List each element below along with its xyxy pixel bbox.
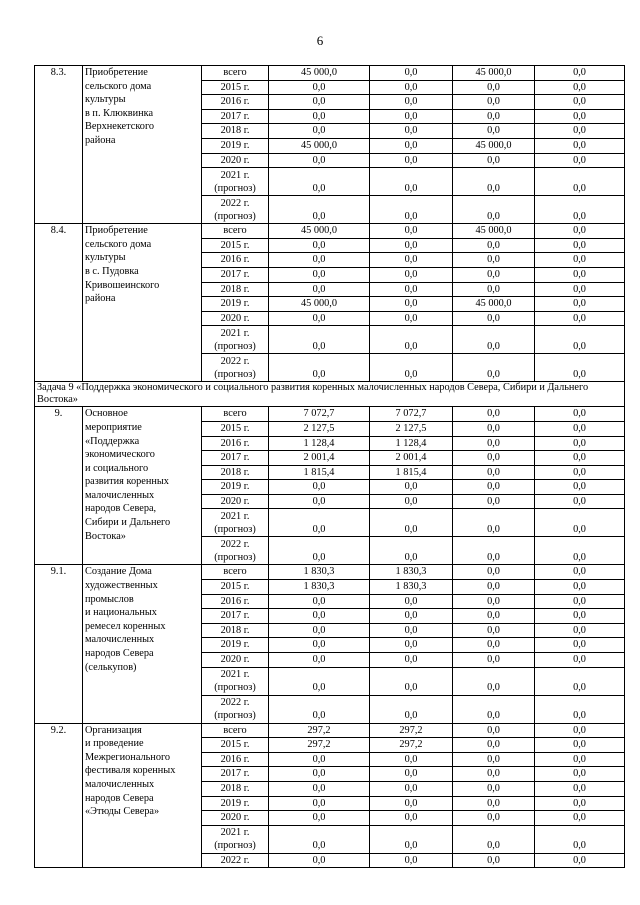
- value-cell: 2 127,5: [370, 421, 453, 436]
- item-name-line: «Этюды Севера»: [85, 806, 160, 818]
- table-row: [35, 565, 625, 580]
- year-cell: 2016 г.: [202, 95, 269, 110]
- year-cell: 2022 г.: [202, 853, 269, 868]
- value-cell: 297,2: [269, 738, 370, 753]
- value-cell: 0,0: [370, 238, 453, 253]
- value-cell: 0,0: [535, 480, 625, 495]
- page-number: 6: [316, 33, 324, 48]
- value-cell: 0,0: [370, 796, 453, 811]
- value-cell: 0,0: [269, 109, 370, 124]
- year-cell: [202, 825, 269, 853]
- item-name-line: мероприятие: [85, 421, 142, 433]
- value-cell: 0,0: [370, 695, 453, 723]
- value-cell: 0,0: [535, 436, 625, 451]
- forecast-label: (прогноз): [214, 710, 256, 722]
- year-cell: [202, 509, 269, 537]
- year-cell: [202, 196, 269, 224]
- year-label: 2022 г.: [220, 197, 250, 209]
- year-cell: всего: [202, 224, 269, 239]
- year-cell: 2020 г.: [202, 153, 269, 168]
- item-name: [83, 407, 202, 565]
- budget-table: [34, 65, 625, 868]
- value-cell: 0,0: [370, 282, 453, 297]
- value-cell: 0,0: [535, 253, 625, 268]
- value-cell: 45 000,0: [269, 224, 370, 239]
- value-cell: 0,0: [535, 124, 625, 139]
- value-cell: 0,0: [453, 811, 535, 826]
- year-label: 2021 г.: [220, 327, 250, 339]
- value-cell: 0,0: [535, 421, 625, 436]
- value-cell: 0,0: [269, 509, 370, 537]
- value-cell: 7 072,7: [269, 407, 370, 422]
- value-cell: 0,0: [370, 80, 453, 95]
- value-cell: 0,0: [269, 796, 370, 811]
- value-cell: 0,0: [453, 407, 535, 422]
- value-cell: 0,0: [453, 653, 535, 668]
- value-cell: 0,0: [453, 537, 535, 565]
- value-cell: 0,0: [370, 267, 453, 282]
- year-cell: 2016 г.: [202, 594, 269, 609]
- item-number: 9.: [35, 407, 83, 565]
- value-cell: 0,0: [370, 138, 453, 153]
- value-cell: 0,0: [370, 609, 453, 624]
- year-cell: всего: [202, 723, 269, 738]
- item-name-line: Организация: [85, 724, 142, 736]
- value-cell: 0,0: [269, 767, 370, 782]
- year-cell: всего: [202, 66, 269, 81]
- value-cell: 45 000,0: [269, 297, 370, 312]
- value-cell: 0,0: [269, 311, 370, 326]
- value-cell: 1 830,3: [370, 565, 453, 580]
- year-cell: 2020 г.: [202, 494, 269, 509]
- item-name: [83, 224, 202, 382]
- year-cell: 2015 г.: [202, 738, 269, 753]
- year-cell: 2015 г.: [202, 238, 269, 253]
- item-name-line: сельского дома: [85, 238, 152, 250]
- value-cell: 0,0: [453, 354, 535, 382]
- item-name-line: сельского дома: [85, 80, 152, 92]
- value-cell: 0,0: [453, 853, 535, 868]
- value-cell: 45 000,0: [269, 66, 370, 81]
- value-cell: 0,0: [535, 752, 625, 767]
- value-cell: 0,0: [269, 124, 370, 139]
- item-name-line: (селькупов): [85, 661, 137, 673]
- value-cell: 0,0: [370, 509, 453, 537]
- year-cell: 2018 г.: [202, 623, 269, 638]
- value-cell: 0,0: [535, 407, 625, 422]
- value-cell: 0,0: [453, 796, 535, 811]
- item-name-line: экономического: [85, 449, 155, 461]
- year-label: 2022 г.: [220, 538, 250, 550]
- value-cell: 1 128,4: [269, 436, 370, 451]
- value-cell: 0,0: [535, 168, 625, 196]
- year-label: 2022 г.: [220, 697, 250, 709]
- year-cell: 2017 г.: [202, 109, 269, 124]
- value-cell: 0,0: [370, 196, 453, 224]
- value-cell: 0,0: [370, 782, 453, 797]
- item-name-line: в п. Клюквинка: [85, 107, 154, 119]
- value-cell: 0,0: [269, 695, 370, 723]
- value-cell: 0,0: [370, 653, 453, 668]
- value-cell: 0,0: [453, 168, 535, 196]
- year-cell: всего: [202, 565, 269, 580]
- item-name-line: Основное: [85, 408, 128, 420]
- year-cell: [202, 667, 269, 695]
- item-name-line: района: [85, 293, 116, 305]
- year-cell: 2018 г.: [202, 782, 269, 797]
- item-name-line: Сибири и Дальнего: [85, 517, 171, 529]
- year-cell: [202, 537, 269, 565]
- value-cell: 0,0: [370, 153, 453, 168]
- year-cell: 2017 г.: [202, 451, 269, 466]
- value-cell: 0,0: [269, 623, 370, 638]
- value-cell: 0,0: [453, 311, 535, 326]
- value-cell: 0,0: [269, 782, 370, 797]
- value-cell: 0,0: [453, 124, 535, 139]
- value-cell: 0,0: [269, 326, 370, 354]
- year-cell: [202, 168, 269, 196]
- value-cell: 0,0: [535, 580, 625, 595]
- item-name-line: народов Севера,: [85, 503, 157, 515]
- year-cell: 2019 г.: [202, 480, 269, 495]
- value-cell: 0,0: [370, 297, 453, 312]
- value-cell: 0,0: [535, 796, 625, 811]
- item-name-line: народов Севера: [85, 792, 154, 804]
- year-cell: 2015 г.: [202, 580, 269, 595]
- item-name-line: Приобретение: [85, 225, 148, 237]
- table-row: [35, 224, 625, 239]
- value-cell: 0,0: [453, 695, 535, 723]
- value-cell: 0,0: [453, 153, 535, 168]
- value-cell: 0,0: [269, 95, 370, 110]
- value-cell: 0,0: [370, 752, 453, 767]
- value-cell: 0,0: [269, 811, 370, 826]
- value-cell: 0,0: [535, 695, 625, 723]
- value-cell: 0,0: [453, 196, 535, 224]
- value-cell: 0,0: [535, 738, 625, 753]
- year-cell: 2018 г.: [202, 124, 269, 139]
- value-cell: 0,0: [269, 80, 370, 95]
- value-cell: 0,0: [453, 667, 535, 695]
- year-cell: 2020 г.: [202, 311, 269, 326]
- year-cell: 2019 г.: [202, 297, 269, 312]
- value-cell: 0,0: [453, 80, 535, 95]
- value-cell: 0,0: [453, 465, 535, 480]
- item-name-line: культуры: [85, 94, 126, 106]
- value-cell: 0,0: [370, 767, 453, 782]
- value-cell: 45 000,0: [453, 66, 535, 81]
- item-name-line: ремесел коренных: [85, 620, 166, 632]
- value-cell: 0,0: [535, 638, 625, 653]
- value-cell: 0,0: [453, 480, 535, 495]
- item-name-line: художественных: [85, 580, 158, 592]
- value-cell: 0,0: [269, 238, 370, 253]
- value-cell: 0,0: [535, 66, 625, 81]
- value-cell: 0,0: [453, 738, 535, 753]
- table-row: [35, 407, 625, 422]
- value-cell: 0,0: [370, 623, 453, 638]
- value-cell: 0,0: [453, 723, 535, 738]
- value-cell: 45 000,0: [269, 138, 370, 153]
- forecast-label: (прогноз): [214, 682, 256, 694]
- year-cell: 2016 г.: [202, 253, 269, 268]
- table-row: [35, 66, 625, 81]
- value-cell: 0,0: [269, 282, 370, 297]
- value-cell: 0,0: [535, 767, 625, 782]
- value-cell: 0,0: [535, 326, 625, 354]
- value-cell: 0,0: [370, 224, 453, 239]
- value-cell: 45 000,0: [453, 224, 535, 239]
- value-cell: 0,0: [453, 95, 535, 110]
- item-name: [83, 723, 202, 868]
- year-cell: 2017 г.: [202, 609, 269, 624]
- value-cell: 0,0: [370, 853, 453, 868]
- value-cell: 0,0: [535, 609, 625, 624]
- value-cell: 0,0: [453, 267, 535, 282]
- item-name-line: культуры: [85, 252, 126, 264]
- value-cell: 0,0: [535, 465, 625, 480]
- value-cell: 0,0: [453, 494, 535, 509]
- year-cell: 2019 г.: [202, 138, 269, 153]
- year-cell: 2020 г.: [202, 811, 269, 826]
- value-cell: 0,0: [269, 638, 370, 653]
- year-cell: [202, 695, 269, 723]
- value-cell: 45 000,0: [453, 297, 535, 312]
- forecast-label: (прогноз): [214, 551, 256, 563]
- item-name-line: Верхнекетского: [85, 121, 155, 133]
- value-cell: 0,0: [269, 667, 370, 695]
- value-cell: 0,0: [535, 667, 625, 695]
- year-cell: 2015 г.: [202, 80, 269, 95]
- value-cell: 2 001,4: [370, 451, 453, 466]
- value-cell: 0,0: [370, 311, 453, 326]
- item-name-line: района: [85, 134, 116, 146]
- value-cell: 0,0: [535, 354, 625, 382]
- item-name-line: малочисленных: [85, 634, 155, 646]
- value-cell: 0,0: [453, 109, 535, 124]
- item-name-line: «Поддержка: [85, 435, 140, 447]
- year-cell: 2018 г.: [202, 282, 269, 297]
- value-cell: 0,0: [453, 767, 535, 782]
- item-name-line: Создание Дома: [85, 566, 152, 578]
- value-cell: 0,0: [269, 752, 370, 767]
- item-name: [83, 565, 202, 723]
- value-cell: 2 127,5: [269, 421, 370, 436]
- value-cell: 0,0: [269, 825, 370, 853]
- value-cell: 0,0: [535, 224, 625, 239]
- forecast-label: (прогноз): [214, 368, 256, 380]
- value-cell: 0,0: [453, 638, 535, 653]
- value-cell: 0,0: [453, 238, 535, 253]
- item-name-line: развития коренных: [85, 476, 169, 488]
- task-row: [35, 382, 625, 407]
- value-cell: 0,0: [370, 326, 453, 354]
- value-cell: 0,0: [370, 95, 453, 110]
- item-number: 8.4.: [35, 224, 83, 382]
- value-cell: 0,0: [453, 451, 535, 466]
- year-cell: 2017 г.: [202, 267, 269, 282]
- year-cell: 2016 г.: [202, 752, 269, 767]
- year-cell: 2020 г.: [202, 653, 269, 668]
- value-cell: 0,0: [535, 825, 625, 853]
- item-name-line: малочисленных: [85, 489, 155, 501]
- value-cell: 1 830,3: [370, 580, 453, 595]
- year-label: 2021 г.: [220, 669, 250, 681]
- value-cell: 0,0: [453, 509, 535, 537]
- item-name-line: в с. Пудовка: [85, 265, 139, 277]
- item-name-line: и проведение: [85, 738, 144, 750]
- item-name-line: фестиваля коренных: [85, 765, 176, 777]
- value-cell: 0,0: [370, 109, 453, 124]
- year-cell: [202, 354, 269, 382]
- item-name-line: Приобретение: [85, 67, 148, 78]
- value-cell: 0,0: [269, 594, 370, 609]
- value-cell: 1 815,4: [370, 465, 453, 480]
- value-cell: 0,0: [370, 354, 453, 382]
- value-cell: 0,0: [453, 623, 535, 638]
- item-name-line: Межрегионального: [85, 751, 171, 763]
- value-cell: 0,0: [535, 494, 625, 509]
- value-cell: 45 000,0: [453, 138, 535, 153]
- table-row: [35, 723, 625, 738]
- value-cell: 0,0: [269, 267, 370, 282]
- item-number: 8.3.: [35, 66, 83, 224]
- value-cell: 0,0: [370, 480, 453, 495]
- value-cell: 0,0: [453, 253, 535, 268]
- year-cell: 2017 г.: [202, 767, 269, 782]
- value-cell: 0,0: [535, 623, 625, 638]
- value-cell: 0,0: [269, 653, 370, 668]
- value-cell: 0,0: [535, 138, 625, 153]
- value-cell: 0,0: [370, 667, 453, 695]
- value-cell: 0,0: [269, 537, 370, 565]
- year-cell: 2015 г.: [202, 421, 269, 436]
- value-cell: 0,0: [453, 580, 535, 595]
- item-name-line: народов Севера: [85, 648, 154, 660]
- value-cell: 0,0: [269, 354, 370, 382]
- value-cell: 0,0: [269, 494, 370, 509]
- value-cell: 0,0: [269, 609, 370, 624]
- item-name-line: промыслов: [85, 593, 134, 605]
- value-cell: 0,0: [535, 95, 625, 110]
- forecast-label: (прогноз): [214, 840, 256, 852]
- value-cell: 297,2: [370, 723, 453, 738]
- value-cell: 0,0: [453, 436, 535, 451]
- item-name-line: Востока»: [85, 530, 126, 542]
- value-cell: 0,0: [453, 752, 535, 767]
- item-name: [83, 66, 202, 224]
- year-cell: 2019 г.: [202, 638, 269, 653]
- task-heading: Задача 9 «Поддержка экономического и социального развития коренных малочисленных народов Севера, Сибири и Дальнего Востока»: [35, 382, 625, 407]
- item-name-line: и национальных: [85, 607, 157, 619]
- value-cell: 0,0: [269, 253, 370, 268]
- forecast-label: (прогноз): [214, 210, 256, 222]
- value-cell: 0,0: [453, 825, 535, 853]
- forecast-label: (прогноз): [214, 340, 256, 352]
- value-cell: 0,0: [453, 565, 535, 580]
- value-cell: 0,0: [453, 282, 535, 297]
- value-cell: 0,0: [535, 537, 625, 565]
- item-name-line: и социального: [85, 462, 149, 474]
- value-cell: 0,0: [535, 509, 625, 537]
- year-cell: [202, 326, 269, 354]
- value-cell: 0,0: [535, 153, 625, 168]
- year-cell: всего: [202, 407, 269, 422]
- value-cell: 0,0: [269, 168, 370, 196]
- year-cell: 2016 г.: [202, 436, 269, 451]
- value-cell: 0,0: [535, 267, 625, 282]
- value-cell: 0,0: [370, 825, 453, 853]
- value-cell: 0,0: [535, 238, 625, 253]
- item-name-line: малочисленных: [85, 779, 155, 790]
- value-cell: 297,2: [269, 723, 370, 738]
- value-cell: 2 001,4: [269, 451, 370, 466]
- value-cell: 0,0: [535, 853, 625, 868]
- item-number: 9.2.: [35, 723, 83, 868]
- value-cell: 0,0: [370, 66, 453, 81]
- value-cell: 0,0: [453, 782, 535, 797]
- value-cell: 0,0: [535, 653, 625, 668]
- value-cell: 0,0: [370, 594, 453, 609]
- value-cell: 0,0: [370, 494, 453, 509]
- year-label: 2022 г.: [220, 355, 250, 367]
- value-cell: 0,0: [535, 80, 625, 95]
- year-cell: 2018 г.: [202, 465, 269, 480]
- forecast-label: (прогноз): [214, 182, 256, 194]
- value-cell: 0,0: [535, 451, 625, 466]
- year-label: 2021 г.: [220, 169, 250, 181]
- value-cell: 0,0: [370, 811, 453, 826]
- value-cell: 297,2: [370, 738, 453, 753]
- year-cell: 2019 г.: [202, 796, 269, 811]
- value-cell: 1 830,3: [269, 580, 370, 595]
- value-cell: 7 072,7: [370, 407, 453, 422]
- value-cell: 1 830,3: [269, 565, 370, 580]
- value-cell: 0,0: [535, 565, 625, 580]
- value-cell: 1 815,4: [269, 465, 370, 480]
- value-cell: 0,0: [535, 782, 625, 797]
- value-cell: 0,0: [370, 124, 453, 139]
- value-cell: 0,0: [535, 594, 625, 609]
- value-cell: 0,0: [370, 537, 453, 565]
- value-cell: 0,0: [535, 297, 625, 312]
- value-cell: 0,0: [535, 282, 625, 297]
- value-cell: 0,0: [535, 109, 625, 124]
- value-cell: 0,0: [535, 811, 625, 826]
- value-cell: 0,0: [269, 853, 370, 868]
- value-cell: 0,0: [370, 638, 453, 653]
- item-number: 9.1.: [35, 565, 83, 723]
- value-cell: 1 128,4: [370, 436, 453, 451]
- value-cell: 0,0: [535, 311, 625, 326]
- year-label: 2021 г.: [220, 827, 250, 839]
- value-cell: 0,0: [453, 326, 535, 354]
- value-cell: 0,0: [370, 253, 453, 268]
- value-cell: 0,0: [453, 421, 535, 436]
- value-cell: 0,0: [269, 480, 370, 495]
- value-cell: 0,0: [269, 153, 370, 168]
- year-label: 2021 г.: [220, 510, 250, 522]
- value-cell: 0,0: [535, 196, 625, 224]
- value-cell: 0,0: [453, 594, 535, 609]
- value-cell: 0,0: [453, 609, 535, 624]
- value-cell: 0,0: [370, 168, 453, 196]
- forecast-label: (прогноз): [214, 523, 256, 535]
- value-cell: 0,0: [535, 723, 625, 738]
- item-name-line: Кривошеинского: [85, 279, 160, 291]
- value-cell: 0,0: [269, 196, 370, 224]
